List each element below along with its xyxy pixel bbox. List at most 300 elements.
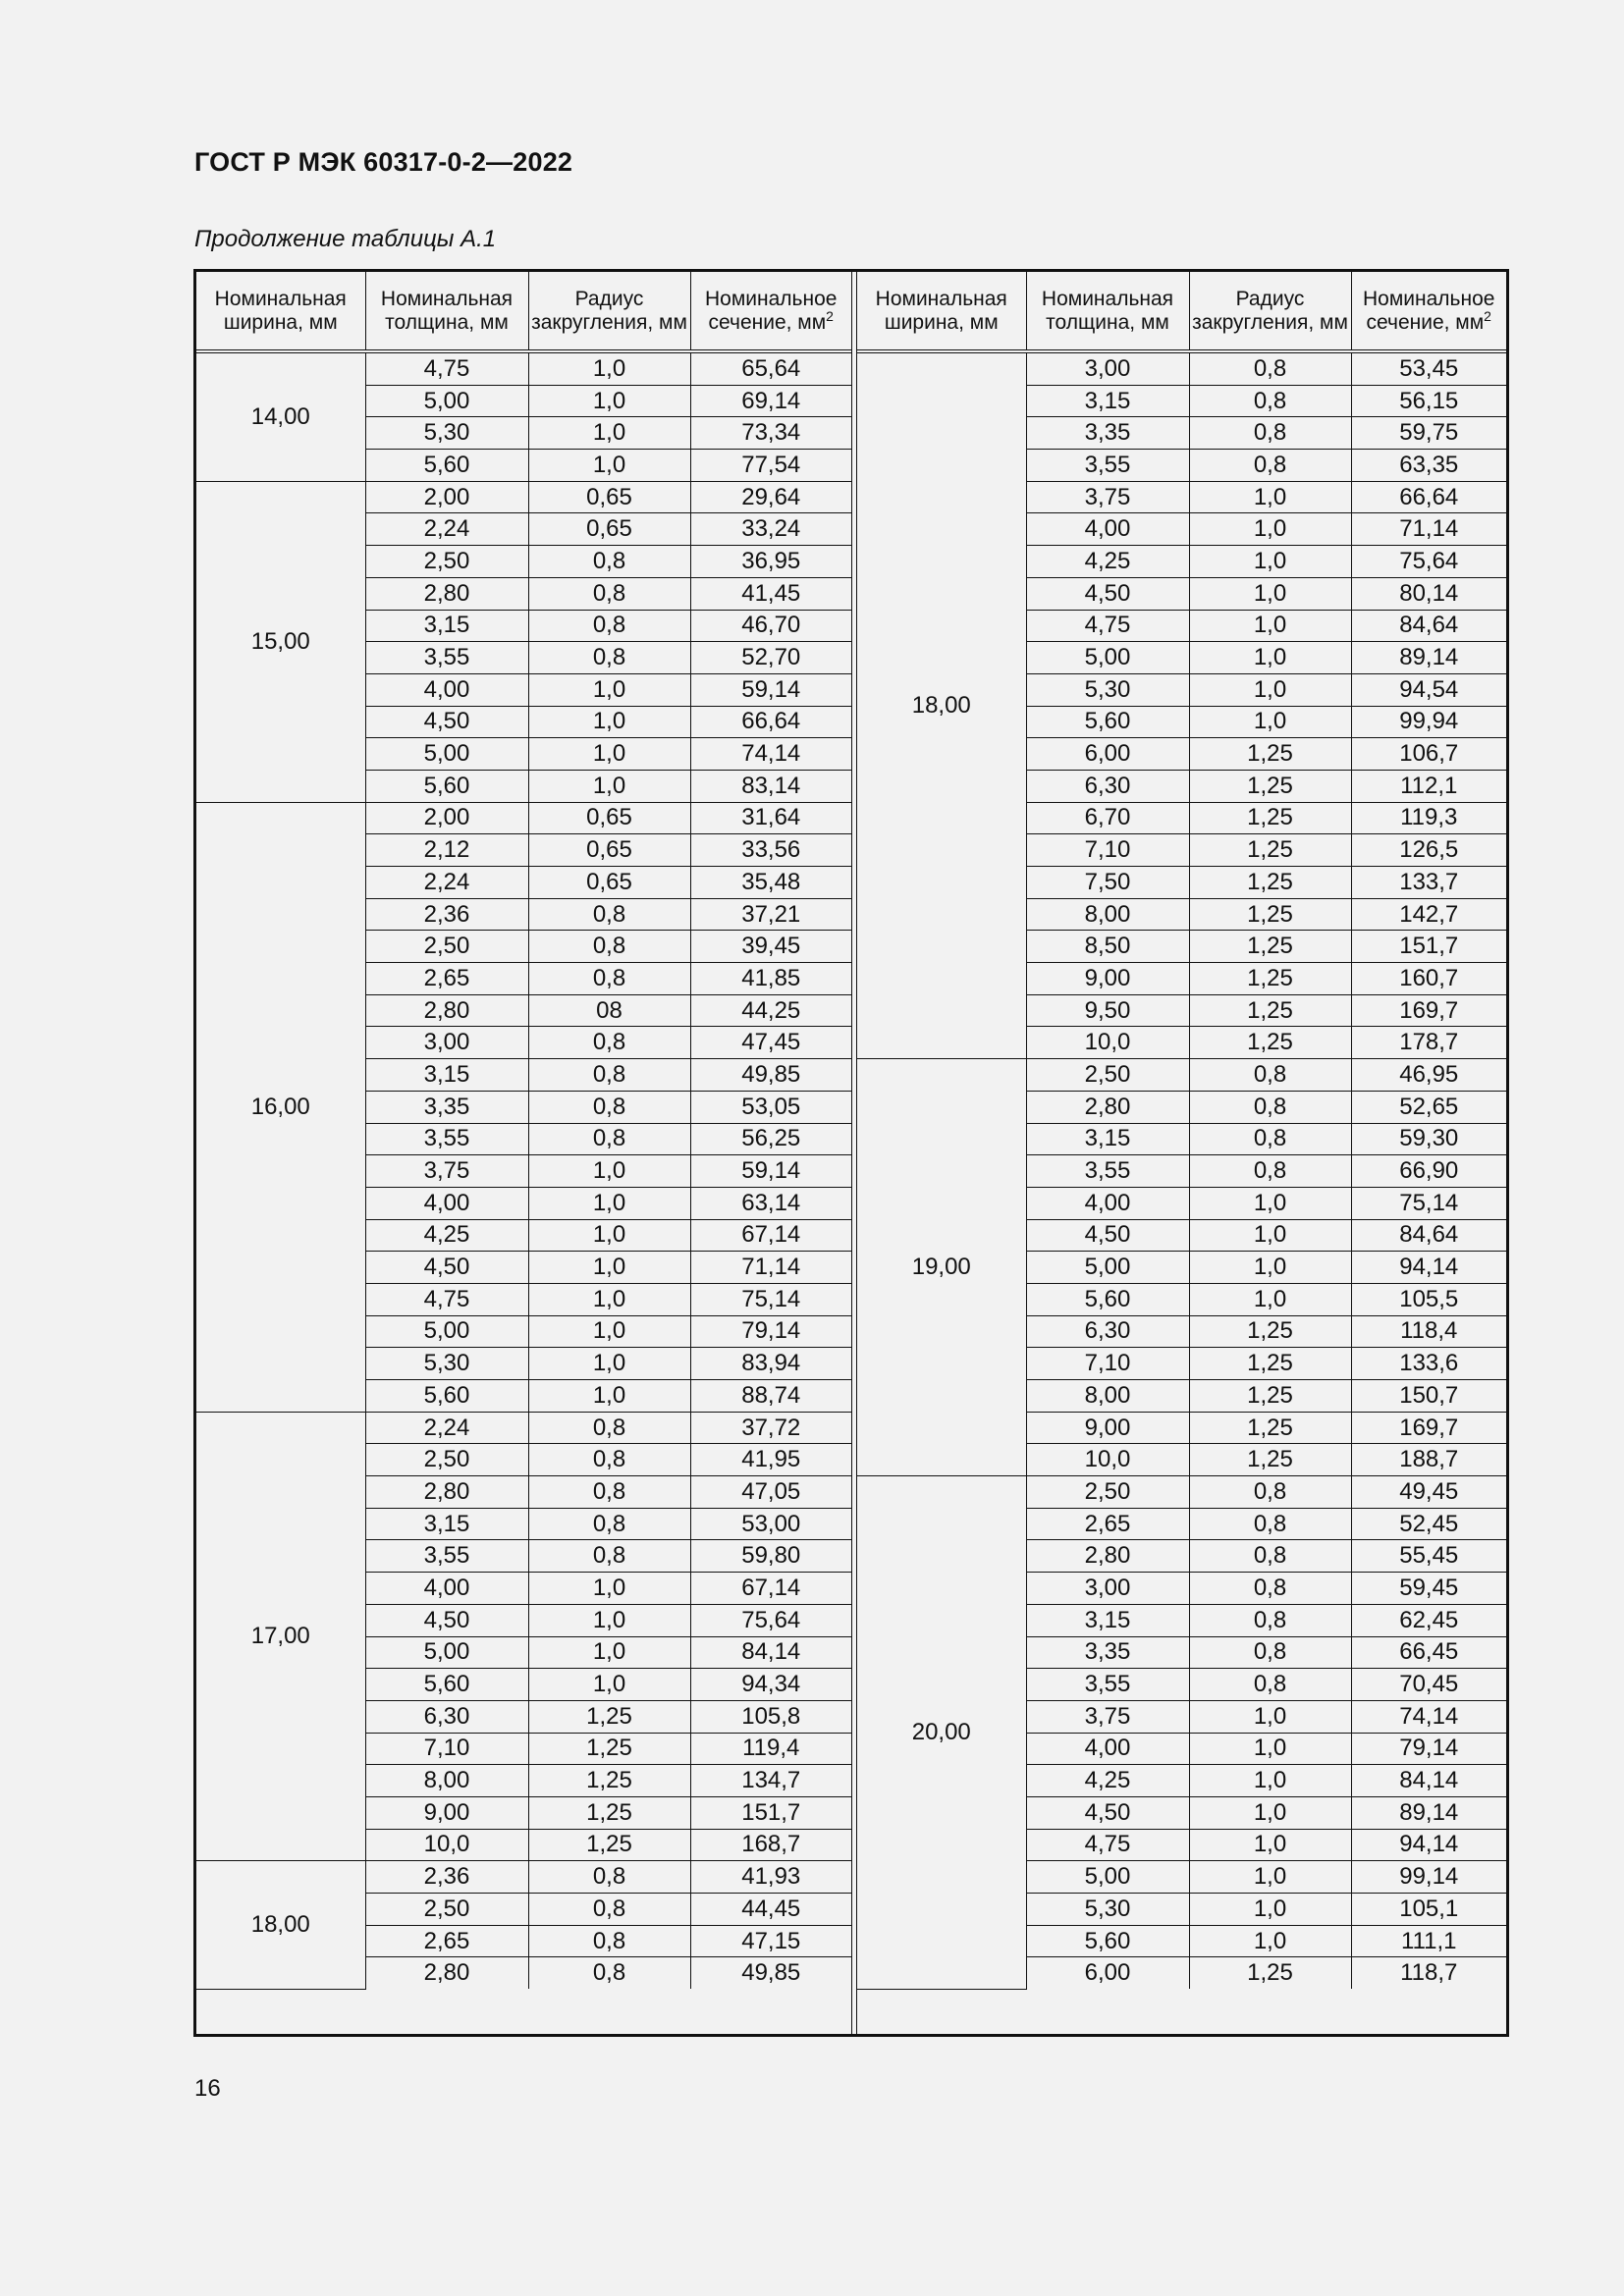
thickness-cell: 5,60 xyxy=(1026,1283,1189,1315)
header-section xyxy=(690,272,851,351)
thickness-cell: 9,00 xyxy=(365,1796,528,1829)
radius-cell: 0,8 xyxy=(528,1957,690,1989)
header-radius: Радиус закругления, мм xyxy=(528,272,690,351)
width-cell: 14,00 xyxy=(196,351,365,481)
thickness-cell: 5,60 xyxy=(1026,706,1189,738)
thickness-cell: 5,00 xyxy=(365,1636,528,1669)
radius-cell: 1,0 xyxy=(528,1283,690,1315)
section-cell: 151,7 xyxy=(690,1796,851,1829)
radius-cell: 0,8 xyxy=(528,1476,690,1509)
section-cell: 94,14 xyxy=(1351,1252,1506,1284)
section-cell: 94,14 xyxy=(1351,1829,1506,1861)
section-cell: 47,05 xyxy=(690,1476,851,1509)
thickness-cell: 2,80 xyxy=(365,994,528,1027)
section-cell: 160,7 xyxy=(1351,963,1506,995)
document-header: ГОСТ Р МЭК 60317-0-2—2022 xyxy=(194,147,573,177)
radius-cell: 1,0 xyxy=(1189,706,1351,738)
thickness-cell: 5,30 xyxy=(365,1348,528,1380)
thickness-cell: 2,65 xyxy=(365,1925,528,1957)
section-cell: 75,14 xyxy=(690,1283,851,1315)
thickness-cell: 2,80 xyxy=(1026,1091,1189,1123)
radius-cell: 0,8 xyxy=(1189,1636,1351,1669)
section-cell: 99,14 xyxy=(1351,1861,1506,1894)
section-cell: 74,14 xyxy=(1351,1700,1506,1733)
table-row xyxy=(196,1412,851,1444)
radius-cell: 0,8 xyxy=(528,1412,690,1444)
radius-cell: 1,0 xyxy=(528,1380,690,1413)
section-cell: 66,90 xyxy=(1351,1155,1506,1188)
table-row xyxy=(196,1861,851,1894)
radius-cell: 1,0 xyxy=(528,1669,690,1701)
header-width: Номинальная ширина, мм xyxy=(857,272,1026,351)
thickness-cell: 2,36 xyxy=(365,1861,528,1894)
radius-cell: 0,8 xyxy=(528,577,690,610)
thickness-cell: 3,00 xyxy=(1026,351,1189,385)
section-cell: 118,4 xyxy=(1351,1315,1506,1348)
section-cell: 94,54 xyxy=(1351,673,1506,706)
section-cell: 41,95 xyxy=(690,1444,851,1476)
section-cell: 83,14 xyxy=(690,770,851,802)
radius-cell: 1,0 xyxy=(528,770,690,802)
section-cell: 59,80 xyxy=(690,1540,851,1573)
thickness-cell: 4,25 xyxy=(365,1219,528,1252)
thickness-cell: 3,55 xyxy=(365,1123,528,1155)
thickness-cell: 3,15 xyxy=(365,1059,528,1092)
section-cell: 75,64 xyxy=(1351,546,1506,578)
header-row xyxy=(857,272,1506,351)
radius-cell: 0,8 xyxy=(528,931,690,963)
section-cell: 133,7 xyxy=(1351,867,1506,899)
section-cell: 119,3 xyxy=(1351,802,1506,834)
thickness-cell: 3,15 xyxy=(1026,1604,1189,1636)
thickness-cell: 3,75 xyxy=(365,1155,528,1188)
thickness-cell: 2,50 xyxy=(365,1894,528,1926)
radius-cell: 0,8 xyxy=(528,1123,690,1155)
thickness-cell: 6,30 xyxy=(1026,770,1189,802)
thickness-cell: 5,30 xyxy=(365,417,528,450)
thickness-cell: 2,00 xyxy=(365,481,528,513)
thickness-cell: 5,60 xyxy=(365,1669,528,1701)
radius-cell: 1,0 xyxy=(528,706,690,738)
radius-cell: 1,0 xyxy=(528,1573,690,1605)
radius-cell: 1,0 xyxy=(1189,513,1351,546)
thickness-cell: 6,00 xyxy=(1026,738,1189,771)
section-cell: 84,64 xyxy=(1351,610,1506,642)
thickness-cell: 4,00 xyxy=(365,1187,528,1219)
radius-cell: 0,8 xyxy=(1189,1669,1351,1701)
thickness-cell: 10,0 xyxy=(1026,1027,1189,1059)
section-cell: 84,14 xyxy=(1351,1765,1506,1797)
thickness-cell: 7,50 xyxy=(1026,867,1189,899)
radius-cell: 0,8 xyxy=(528,963,690,995)
header-row xyxy=(196,272,851,351)
section-cell: 49,85 xyxy=(690,1957,851,1989)
thickness-cell: 2,80 xyxy=(365,577,528,610)
radius-cell: 1,25 xyxy=(1189,1380,1351,1413)
section-cell: 67,14 xyxy=(690,1219,851,1252)
section-cell: 178,7 xyxy=(1351,1027,1506,1059)
width-cell: 18,00 xyxy=(196,1861,365,1989)
section-cell: 39,45 xyxy=(690,931,851,963)
section-cell: 105,1 xyxy=(1351,1894,1506,1926)
section-cell: 59,45 xyxy=(1351,1573,1506,1605)
section-cell: 119,4 xyxy=(690,1733,851,1765)
header-radius: Радиус закругления, мм xyxy=(1189,272,1351,351)
section-cell: 169,7 xyxy=(1351,994,1506,1027)
table-container xyxy=(193,269,1509,2037)
radius-cell: 1,0 xyxy=(1189,1733,1351,1765)
thickness-cell: 3,15 xyxy=(365,1508,528,1540)
radius-cell: 1,25 xyxy=(1189,802,1351,834)
radius-cell: 1,0 xyxy=(1189,1700,1351,1733)
thickness-cell: 9,00 xyxy=(1026,963,1189,995)
thickness-cell: 4,50 xyxy=(365,1604,528,1636)
thickness-cell: 3,35 xyxy=(1026,417,1189,450)
radius-cell: 1,25 xyxy=(1189,963,1351,995)
radius-cell: 0,65 xyxy=(528,513,690,546)
thickness-cell: 7,10 xyxy=(1026,1348,1189,1380)
radius-cell: 1,0 xyxy=(1189,1796,1351,1829)
thickness-cell: 5,00 xyxy=(1026,1861,1189,1894)
radius-cell: 0,65 xyxy=(528,802,690,834)
width-cell: 20,00 xyxy=(857,1476,1026,1990)
header-section-text: Номинальное сечение, мм xyxy=(1363,287,1495,334)
section-cell: 150,7 xyxy=(1351,1380,1506,1413)
radius-cell: 1,25 xyxy=(1189,1348,1351,1380)
section-cell: 111,1 xyxy=(1351,1925,1506,1957)
thickness-cell: 5,00 xyxy=(365,385,528,417)
radius-cell: 0,8 xyxy=(1189,1476,1351,1509)
section-cell: 44,25 xyxy=(690,994,851,1027)
thickness-cell: 2,80 xyxy=(365,1476,528,1509)
section-cell: 74,14 xyxy=(690,738,851,771)
section-cell: 99,94 xyxy=(1351,706,1506,738)
thickness-cell: 2,24 xyxy=(365,867,528,899)
thickness-cell: 10,0 xyxy=(1026,1444,1189,1476)
section-cell: 53,45 xyxy=(1351,351,1506,385)
section-cell: 62,45 xyxy=(1351,1604,1506,1636)
radius-cell: 1,0 xyxy=(528,1219,690,1252)
radius-cell: 0,8 xyxy=(1189,1540,1351,1573)
header-width: Номинальная ширина, мм xyxy=(196,272,365,351)
section-cell: 94,34 xyxy=(690,1669,851,1701)
section-cell: 52,65 xyxy=(1351,1091,1506,1123)
table-right-half xyxy=(857,272,1506,2034)
section-cell: 84,64 xyxy=(1351,1219,1506,1252)
thickness-cell: 4,50 xyxy=(1026,1219,1189,1252)
thickness-cell: 3,55 xyxy=(365,1540,528,1573)
section-cell: 31,64 xyxy=(690,802,851,834)
header-section xyxy=(1351,272,1506,351)
radius-cell: 0,8 xyxy=(528,546,690,578)
section-cell: 151,7 xyxy=(1351,931,1506,963)
section-cell: 169,7 xyxy=(1351,1412,1506,1444)
radius-cell: 0,8 xyxy=(1189,1155,1351,1188)
radius-cell: 0,8 xyxy=(528,1091,690,1123)
section-cell: 75,14 xyxy=(1351,1187,1506,1219)
width-cell: 18,00 xyxy=(857,351,1026,1059)
radius-cell: 0,8 xyxy=(1189,417,1351,450)
section-cell: 41,93 xyxy=(690,1861,851,1894)
thickness-cell: 2,50 xyxy=(365,546,528,578)
radius-cell: 1,0 xyxy=(528,673,690,706)
header-thickness: Номинальная толщина, мм xyxy=(365,272,528,351)
radius-cell: 1,0 xyxy=(528,450,690,482)
radius-cell: 1,25 xyxy=(528,1700,690,1733)
radius-cell: 1,0 xyxy=(1189,610,1351,642)
section-cell: 89,14 xyxy=(1351,642,1506,674)
radius-cell: 0,8 xyxy=(528,1925,690,1957)
radius-cell: 1,25 xyxy=(1189,738,1351,771)
thickness-cell: 4,75 xyxy=(365,351,528,385)
radius-cell: 0,8 xyxy=(1189,450,1351,482)
radius-cell: 0,8 xyxy=(1189,1123,1351,1155)
radius-cell: 0,8 xyxy=(528,610,690,642)
section-cell: 47,15 xyxy=(690,1925,851,1957)
section-cell: 59,14 xyxy=(690,1155,851,1188)
radius-cell: 1,0 xyxy=(528,1604,690,1636)
thickness-cell: 4,75 xyxy=(365,1283,528,1315)
section-cell: 44,45 xyxy=(690,1894,851,1926)
table-row xyxy=(857,1059,1506,1092)
thickness-cell: 4,75 xyxy=(1026,1829,1189,1861)
page-number: 16 xyxy=(194,2075,221,2102)
section-cell: 118,7 xyxy=(1351,1957,1506,1989)
radius-cell: 1,25 xyxy=(1189,1412,1351,1444)
thickness-cell: 4,75 xyxy=(1026,610,1189,642)
section-cell: 89,14 xyxy=(1351,1796,1506,1829)
thickness-cell: 4,00 xyxy=(1026,1733,1189,1765)
radius-cell: 1,0 xyxy=(528,1187,690,1219)
radius-cell: 0,8 xyxy=(528,1540,690,1573)
thickness-cell: 2,12 xyxy=(365,834,528,867)
radius-cell: 1,25 xyxy=(528,1733,690,1765)
radius-cell: 1,25 xyxy=(1189,1444,1351,1476)
thickness-cell: 3,15 xyxy=(365,610,528,642)
thickness-cell: 7,10 xyxy=(365,1733,528,1765)
section-cell: 29,64 xyxy=(690,481,851,513)
section-cell: 33,24 xyxy=(690,513,851,546)
thickness-cell: 5,60 xyxy=(365,450,528,482)
radius-cell: 1,0 xyxy=(528,351,690,385)
radius-cell: 1,0 xyxy=(528,1636,690,1669)
thickness-cell: 3,55 xyxy=(1026,450,1189,482)
radius-cell: 1,0 xyxy=(1189,642,1351,674)
radius-cell: 1,0 xyxy=(528,1348,690,1380)
header-thickness: Номинальная толщина, мм xyxy=(1026,272,1189,351)
header-section-sup: 2 xyxy=(1484,307,1491,324)
header-section-text: Номинальное сечение, мм xyxy=(705,287,838,334)
radius-cell: 1,0 xyxy=(1189,481,1351,513)
table-caption: Продолжение таблицы А.1 xyxy=(194,226,497,252)
section-cell: 83,94 xyxy=(690,1348,851,1380)
header-section-sup: 2 xyxy=(826,307,834,324)
radius-cell: 1,25 xyxy=(1189,867,1351,899)
section-cell: 66,64 xyxy=(690,706,851,738)
thickness-cell: 3,35 xyxy=(365,1091,528,1123)
section-cell: 63,35 xyxy=(1351,450,1506,482)
radius-cell: 1,0 xyxy=(1189,546,1351,578)
section-cell: 33,56 xyxy=(690,834,851,867)
section-cell: 55,45 xyxy=(1351,1540,1506,1573)
thickness-cell: 5,60 xyxy=(1026,1925,1189,1957)
section-cell: 46,70 xyxy=(690,610,851,642)
section-cell: 142,7 xyxy=(1351,898,1506,931)
section-cell: 47,45 xyxy=(690,1027,851,1059)
section-cell: 105,5 xyxy=(1351,1283,1506,1315)
radius-cell: 1,0 xyxy=(528,417,690,450)
radius-cell: 0,8 xyxy=(528,642,690,674)
radius-cell: 0,8 xyxy=(528,898,690,931)
section-cell: 52,70 xyxy=(690,642,851,674)
radius-cell: 1,0 xyxy=(528,1315,690,1348)
thickness-cell: 2,50 xyxy=(365,1444,528,1476)
radius-cell: 1,25 xyxy=(1189,994,1351,1027)
section-cell: 71,14 xyxy=(690,1252,851,1284)
section-cell: 56,15 xyxy=(1351,385,1506,417)
section-cell: 168,7 xyxy=(690,1829,851,1861)
thickness-cell: 6,00 xyxy=(1026,1957,1189,1989)
section-cell: 65,64 xyxy=(690,351,851,385)
radius-cell: 0,8 xyxy=(1189,385,1351,417)
table-row xyxy=(857,1476,1506,1509)
section-cell: 77,54 xyxy=(690,450,851,482)
data-table xyxy=(193,269,1509,2037)
radius-cell: 0,8 xyxy=(528,1027,690,1059)
table-row xyxy=(857,351,1506,385)
section-cell: 84,14 xyxy=(690,1636,851,1669)
section-cell: 53,05 xyxy=(690,1091,851,1123)
thickness-cell: 2,80 xyxy=(365,1957,528,1989)
thickness-cell: 8,50 xyxy=(1026,931,1189,963)
left-table xyxy=(196,272,851,1990)
thickness-cell: 4,00 xyxy=(365,673,528,706)
thickness-cell: 10,0 xyxy=(365,1829,528,1861)
radius-cell: 1,25 xyxy=(1189,834,1351,867)
radius-cell: 1,0 xyxy=(1189,1829,1351,1861)
table-row xyxy=(196,351,851,385)
thickness-cell: 2,65 xyxy=(365,963,528,995)
radius-cell: 0,8 xyxy=(1189,1059,1351,1092)
thickness-cell: 3,15 xyxy=(1026,1123,1189,1155)
radius-cell: 1,0 xyxy=(1189,1219,1351,1252)
section-cell: 66,64 xyxy=(1351,481,1506,513)
width-cell: 15,00 xyxy=(196,481,365,802)
thickness-cell: 4,00 xyxy=(1026,1187,1189,1219)
section-cell: 49,45 xyxy=(1351,1476,1506,1509)
thickness-cell: 9,00 xyxy=(1026,1412,1189,1444)
radius-cell: 1,0 xyxy=(1189,673,1351,706)
thickness-cell: 3,15 xyxy=(1026,385,1189,417)
table-row xyxy=(196,481,851,513)
thickness-cell: 4,25 xyxy=(1026,1765,1189,1797)
section-cell: 71,14 xyxy=(1351,513,1506,546)
thickness-cell: 2,50 xyxy=(1026,1476,1189,1509)
thickness-cell: 5,30 xyxy=(1026,673,1189,706)
section-cell: 80,14 xyxy=(1351,577,1506,610)
thickness-cell: 8,00 xyxy=(365,1765,528,1797)
thickness-cell: 4,00 xyxy=(1026,513,1189,546)
section-cell: 73,34 xyxy=(690,417,851,450)
thickness-cell: 3,00 xyxy=(365,1027,528,1059)
thickness-cell: 3,75 xyxy=(1026,481,1189,513)
radius-cell: 0,8 xyxy=(1189,1508,1351,1540)
section-cell: 46,95 xyxy=(1351,1059,1506,1092)
thickness-cell: 3,35 xyxy=(1026,1636,1189,1669)
table-left-half xyxy=(196,272,851,2034)
thickness-cell: 6,30 xyxy=(365,1700,528,1733)
table-row xyxy=(196,802,851,834)
thickness-cell: 5,00 xyxy=(1026,642,1189,674)
radius-cell: 1,25 xyxy=(1189,931,1351,963)
section-cell: 59,75 xyxy=(1351,417,1506,450)
thickness-cell: 3,55 xyxy=(365,642,528,674)
radius-cell: 1,0 xyxy=(1189,1765,1351,1797)
thickness-cell: 5,00 xyxy=(365,1315,528,1348)
radius-cell: 08 xyxy=(528,994,690,1027)
thickness-cell: 6,70 xyxy=(1026,802,1189,834)
thickness-cell: 6,30 xyxy=(1026,1315,1189,1348)
section-cell: 105,8 xyxy=(690,1700,851,1733)
section-cell: 88,74 xyxy=(690,1380,851,1413)
thickness-cell: 5,60 xyxy=(365,770,528,802)
section-cell: 41,45 xyxy=(690,577,851,610)
thickness-cell: 4,50 xyxy=(365,1252,528,1284)
radius-cell: 1,25 xyxy=(1189,1957,1351,1989)
section-cell: 59,30 xyxy=(1351,1123,1506,1155)
thickness-cell: 5,00 xyxy=(365,738,528,771)
thickness-cell: 5,30 xyxy=(1026,1894,1189,1926)
section-cell: 59,14 xyxy=(690,673,851,706)
section-cell: 37,21 xyxy=(690,898,851,931)
thickness-cell: 2,50 xyxy=(1026,1059,1189,1092)
section-cell: 63,14 xyxy=(690,1187,851,1219)
thickness-cell: 8,00 xyxy=(1026,1380,1189,1413)
thickness-cell: 5,60 xyxy=(365,1380,528,1413)
section-cell: 37,72 xyxy=(690,1412,851,1444)
section-cell: 36,95 xyxy=(690,546,851,578)
section-cell: 133,6 xyxy=(1351,1348,1506,1380)
radius-cell: 1,0 xyxy=(528,1252,690,1284)
thickness-cell: 4,50 xyxy=(1026,1796,1189,1829)
right-table xyxy=(857,272,1506,1990)
section-cell: 79,14 xyxy=(690,1315,851,1348)
radius-cell: 1,25 xyxy=(528,1829,690,1861)
radius-cell: 1,0 xyxy=(1189,1187,1351,1219)
section-cell: 56,25 xyxy=(690,1123,851,1155)
radius-cell: 1,0 xyxy=(528,385,690,417)
radius-cell: 1,25 xyxy=(528,1765,690,1797)
thickness-cell: 2,24 xyxy=(365,1412,528,1444)
radius-cell: 0,8 xyxy=(1189,1091,1351,1123)
section-cell: 188,7 xyxy=(1351,1444,1506,1476)
radius-cell: 1,25 xyxy=(1189,898,1351,931)
thickness-cell: 3,75 xyxy=(1026,1700,1189,1733)
width-cell: 17,00 xyxy=(196,1412,365,1861)
thickness-cell: 4,50 xyxy=(365,706,528,738)
section-cell: 112,1 xyxy=(1351,770,1506,802)
radius-cell: 0,65 xyxy=(528,481,690,513)
thickness-cell: 2,80 xyxy=(1026,1540,1189,1573)
radius-cell: 1,0 xyxy=(1189,1894,1351,1926)
radius-cell: 0,8 xyxy=(528,1861,690,1894)
width-cell: 16,00 xyxy=(196,802,365,1412)
thickness-cell: 3,55 xyxy=(1026,1669,1189,1701)
section-cell: 67,14 xyxy=(690,1573,851,1605)
section-cell: 106,7 xyxy=(1351,738,1506,771)
thickness-cell: 9,50 xyxy=(1026,994,1189,1027)
radius-cell: 1,0 xyxy=(1189,1283,1351,1315)
